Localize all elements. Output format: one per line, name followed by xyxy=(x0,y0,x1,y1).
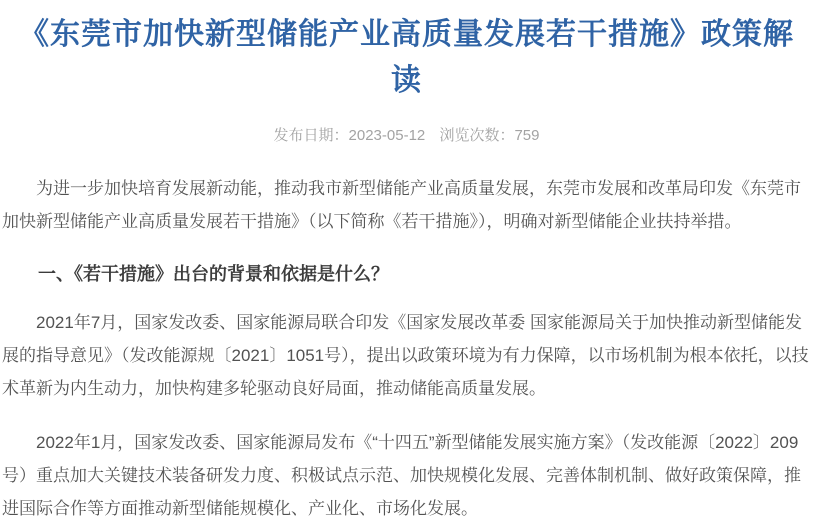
intro-paragraph: 为进一步加快培育发展新动能，推动我市新型储能产业高质量发展，东莞市发展和改革局印发《东莞市加快新型储能产业高质量发展若干措施》（以下简称《若干措施》），明确对新型储能企业扶持举措。 xyxy=(2,179,801,231)
article-body xyxy=(0,172,813,524)
view-count-value: 759 xyxy=(514,127,540,144)
page-title: 《东莞市加快新型储能产业高质量发展若干措施》政策解读 xyxy=(19,18,794,97)
publish-date-label: 发布日期： xyxy=(273,127,349,144)
section-paragraph: 2022年1月，国家发改委、国家能源局发布《“十四五”新型储能发展实施方案》（发改能源〔2022〕209号）重点加大关键技术装备研发力度、积极试点示范、加快规模化发展、完善体制机制、做好政策保障，推进国际合作等方面推动新型储能规模化、产业化、市场化发展。 xyxy=(2,433,801,518)
article-meta xyxy=(0,127,813,145)
view-count xyxy=(439,127,539,145)
view-count-label: 浏览次数： xyxy=(439,127,515,144)
publish-date xyxy=(274,127,426,145)
publish-date-value: 2023-05-12 xyxy=(348,127,426,144)
section-paragraph: 2021年7月，国家发改委、国家能源局联合印发《国家发展改革委 国家能源局关于加快推动新型储能发展的指导意见》（发改能源规〔2021〕1051号），提出以政策环境为有力保障，以市场机制为根本依托，以技术革新为内生动力，加快构建多轮驱动良好局面，推动储能高质量发展。 xyxy=(2,313,809,398)
section-heading: 一、《若干措施》出台的背景和依据是什么？ xyxy=(38,264,389,284)
